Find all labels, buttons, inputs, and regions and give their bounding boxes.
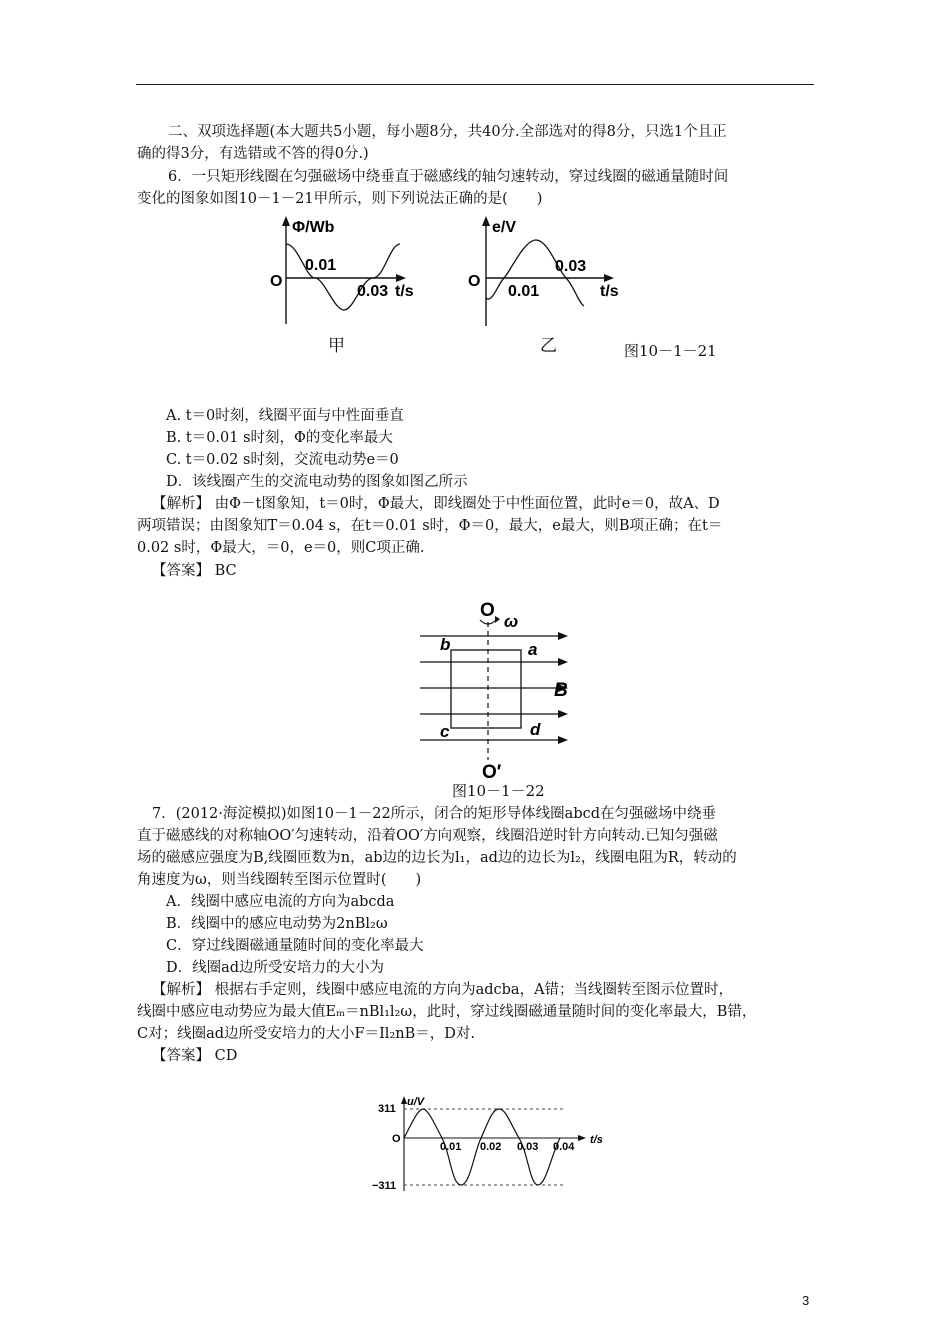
jia-xlabel: t/s bbox=[395, 283, 414, 300]
figure-voltage-sine-graph bbox=[370, 1095, 620, 1195]
u-graph-tick-001: 0.01 bbox=[440, 1141, 462, 1153]
jia-tick-1: 0.01 bbox=[305, 257, 337, 274]
u-graph-ylabel: u/V bbox=[407, 1096, 425, 1108]
q7-analysis-line2: 线圈中感应电动势应为最大值Eₘ＝nBl₁l₂ω，此时，穿过线圈磁通量随时间的变化率最大，B错， bbox=[137, 1004, 757, 1020]
q7-stem-line2: 直于磁感线的对称轴OO′匀速转动，沿着OO′方向观察，线圈沿逆时针方向转动.已知匀强磁 bbox=[137, 828, 718, 844]
figure-10-1-22-caption: 图10－1－22 bbox=[452, 782, 545, 800]
yi-caption: 乙 bbox=[540, 336, 557, 356]
q7-option-a: A．线圈中感应电流的方向为abcda bbox=[166, 894, 395, 910]
q7-analysis-line3: C对；线圈ad边所受安培力的大小F＝Il₂nB＝，D对. bbox=[137, 1026, 475, 1042]
section-heading-line1: 二、双项选择题(本大题共5小题，每小题8分，共40分.全部选对的得8分，只选1个且正 bbox=[168, 124, 727, 140]
fig22-label-field-b: B bbox=[554, 680, 568, 701]
q6-stem-line2: 变化的图象如图10－1－21甲所示，则下列说法正确的是( ) bbox=[137, 191, 543, 207]
q6-answer: 【答案】 BC bbox=[152, 563, 237, 579]
yi-tick-2: 0.03 bbox=[555, 258, 587, 275]
figure-10-1-21-caption: 图10－1－21 bbox=[624, 342, 717, 360]
fig22-label-d: d bbox=[530, 720, 541, 739]
q7-option-b: B．线圈中的感应电动势为2nBl₂ω bbox=[166, 916, 388, 932]
jia-tick-2: 0.03 bbox=[357, 283, 389, 300]
q6-option-b: B. t＝0.01 s时刻，Φ的变化率最大 bbox=[166, 430, 393, 446]
jia-caption: 甲 bbox=[328, 336, 345, 356]
fig22-label-omega: ω bbox=[504, 612, 519, 631]
figure-jia-flux-graph bbox=[262, 214, 432, 354]
fig22-label-b: b bbox=[440, 635, 451, 654]
u-graph-tick-004: 0.04 bbox=[553, 1141, 575, 1153]
q7-stem-line1: 7．(2012·海淀模拟)如图10－1－22所示，闭合的矩形导体线圈abcd在匀强磁场中绕垂 bbox=[152, 806, 717, 822]
q6-stem-line1: 6．一只矩形线圈在匀强磁场中绕垂直于磁感线的轴匀速转动，穿过线圈的磁通量随时间 bbox=[168, 169, 729, 185]
q6-option-a: A. t＝0时刻，线圈平面与中性面垂直 bbox=[166, 408, 404, 424]
u-graph-ymin: −311 bbox=[372, 1180, 397, 1192]
section-heading-line2: 确的得3分，有选错或不答的得0分.) bbox=[137, 146, 369, 162]
jia-ylabel: Φ/Wb bbox=[292, 219, 335, 236]
q7-stem-line4: 角速度为ω，则当线圈转至图示位置时( ) bbox=[137, 872, 422, 888]
u-graph-ymax: 311 bbox=[378, 1103, 396, 1115]
yi-origin: O bbox=[468, 273, 481, 290]
u-graph-origin: O bbox=[392, 1133, 401, 1145]
q7-analysis-line1: 【解析】 根据右手定则，线圈中感应电流的方向为adcba，A错；当线圈转至图示位置时， bbox=[152, 982, 734, 998]
q6-option-c: C. t＝0.02 s时刻，交流电动势e＝0 bbox=[166, 452, 399, 468]
q7-stem-line3: 场的磁感应强度为B,线圈匝数为n，ab边的边长为l₁，ad边的边长为l₂，线圈电阻为R，转动的 bbox=[137, 850, 737, 866]
q6-analysis-line1: 【解析】 由Φ－t图象知，t＝0时，Φ最大，即线圈处于中性面位置，此时e＝0，故A、D bbox=[152, 496, 720, 512]
fig22-label-o: O bbox=[480, 600, 495, 621]
fig22-label-o-prime: O′ bbox=[482, 762, 502, 783]
header-rule bbox=[136, 84, 814, 85]
fig22-label-a: a bbox=[528, 640, 538, 659]
q7-answer: 【答案】 CD bbox=[152, 1048, 238, 1064]
u-graph-tick-002: 0.02 bbox=[480, 1141, 502, 1153]
yi-xlabel: t/s bbox=[600, 283, 619, 300]
u-graph-tick-003: 0.03 bbox=[517, 1141, 539, 1153]
yi-tick-1: 0.01 bbox=[508, 283, 540, 300]
q6-option-d: D．该线圈产生的交流电动势的图象如图乙所示 bbox=[166, 474, 468, 490]
q6-analysis-line2: 两项错误；由图象知T＝0.04 s，在t＝0.01 s时，Φ＝0，最大，e最大，则B项正确；在t＝ bbox=[137, 518, 723, 534]
q7-option-c: C．穿过线圈磁通量随时间的变化率最大 bbox=[166, 938, 424, 954]
yi-ylabel: e/V bbox=[492, 219, 517, 236]
page-number: 3 bbox=[802, 1293, 810, 1308]
fig22-label-c: c bbox=[440, 722, 450, 741]
q6-analysis-line3: 0.02 s时，Φ最大，＝0，e＝0，则C项正确. bbox=[137, 540, 425, 556]
q7-option-d: D．线圈ad边所受安培力的大小为 bbox=[166, 960, 385, 976]
jia-origin: O bbox=[270, 273, 283, 290]
figure-10-1-22-coil-diagram bbox=[418, 600, 588, 782]
u-graph-xlabel: t/s bbox=[590, 1134, 603, 1146]
